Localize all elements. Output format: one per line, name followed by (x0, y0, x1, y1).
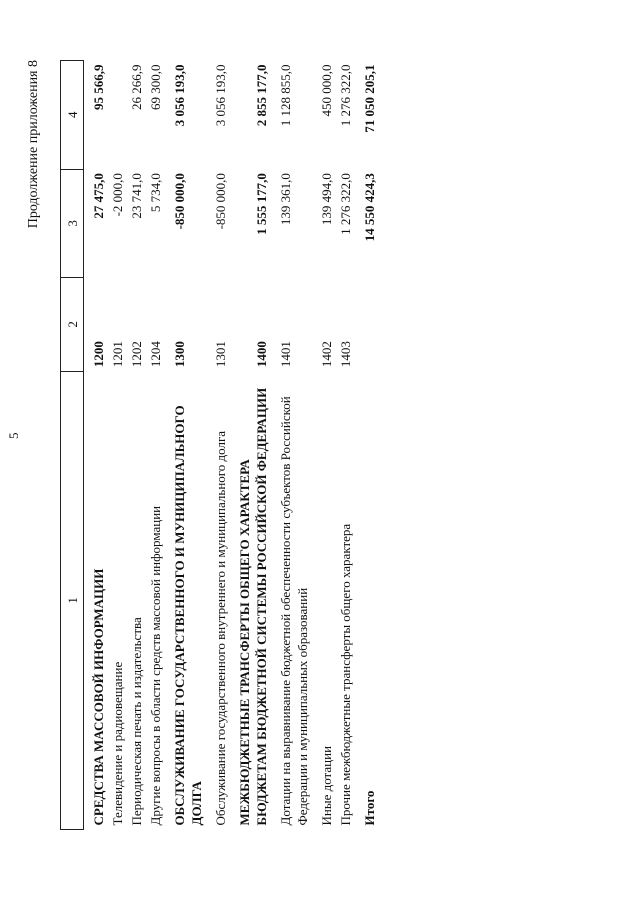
table-row (206, 61, 230, 830)
col-header-1: 1 (61, 371, 84, 829)
table-row (146, 61, 165, 830)
row-code: 1204 (148, 341, 163, 368)
row-value-col4 (108, 61, 127, 170)
table-row (312, 61, 336, 830)
row-name: Телевидение и радиовещание (110, 661, 125, 826)
row-value-col4: 1 128 855,0 (278, 64, 293, 127)
table-row (108, 61, 127, 830)
row-code: 1300 (172, 341, 187, 368)
col-header-4: 4 (61, 61, 84, 170)
row-name: ОБСЛУЖИВАНИЕ ГОСУДАРСТВЕННОГО И МУНИЦИПАЛЬНОГО ДОЛГА (172, 405, 204, 826)
row-value-col3: 1 276 322,0 (338, 173, 353, 235)
col-header-3: 3 (61, 169, 84, 278)
row-code: 1201 (110, 341, 125, 368)
row-value-col3: -2 000,0 (110, 173, 125, 217)
appendix-continuation-label: Продолжение приложения 8 (26, 60, 41, 229)
row-name: Обслуживание государственного внутреннего и муниципального долга (213, 430, 228, 826)
table-row (355, 61, 379, 830)
row-value-col4: 2 855 177,0 (254, 64, 269, 127)
row-value-col3: 5 734,0 (148, 173, 163, 213)
row-value-col4: 3 056 193,0 (172, 64, 187, 127)
row-name: Другие вопросы в области средств массовой информации (148, 505, 163, 826)
table-row (230, 61, 271, 830)
row-value-col3: -850 000,0 (213, 173, 228, 230)
row-code: 1400 (254, 341, 269, 368)
row-value-col3: 14 550 424,3 (362, 173, 377, 242)
page-number: 5 (6, 432, 21, 439)
table-row (336, 61, 355, 830)
row-name: Периодическая печать и издательства (129, 617, 144, 826)
row-code: 1202 (129, 341, 144, 368)
table-row (84, 61, 109, 830)
row-value-col4: 450 000,0 (319, 64, 334, 117)
table-row (165, 61, 206, 830)
row-name: Иные дотации (319, 745, 334, 826)
row-value-col4: 71 050 205,1 (362, 64, 377, 133)
header-row (61, 61, 84, 830)
row-code: 1401 (278, 341, 293, 368)
row-value-col3: 1 555 177,0 (254, 173, 269, 235)
row-name: Дотации на выравнивание бюджетной обеспеченности субъектов Российской Федерации и муниципальных образований (278, 396, 310, 826)
row-value-col3: 23 741,0 (129, 173, 144, 219)
row-code: 1200 (91, 341, 106, 368)
row-code: 1403 (338, 341, 353, 368)
row-value-col4: 3 056 193,0 (213, 64, 228, 127)
row-name: СРЕДСТВА МАССОВОЙ ИНФОРМАЦИИ (91, 568, 106, 826)
budget-table (60, 60, 379, 830)
row-value-col4: 1 276 322,0 (338, 64, 353, 127)
table-row (271, 61, 312, 830)
row-name: Итого (362, 790, 377, 826)
row-code: 1402 (319, 341, 334, 368)
row-value-col4: 69 300,0 (148, 64, 163, 110)
row-name: МЕЖБЮДЖЕТНЫЕ ТРАНСФЕРТЫ ОБЩЕГО ХАРАКТЕРА БЮДЖЕТАМ БЮДЖЕТНОЙ СИСТЕМЫ РОССИЙСКОЙ ФЕДЕРАЦИИ (237, 387, 269, 826)
row-code: 1301 (213, 341, 228, 368)
row-value-col3: 139 494,0 (319, 173, 334, 226)
table-row (127, 61, 146, 830)
col-header-2: 2 (61, 278, 84, 371)
row-value-col4: 95 566,9 (91, 64, 106, 110)
row-value-col3: 27 475,0 (91, 173, 106, 219)
row-name: Прочие межбюджетные трансферты общего характера (338, 523, 353, 826)
row-code (355, 278, 379, 371)
row-value-col3: 139 361,0 (278, 173, 293, 226)
row-value-col3: -850 000,0 (172, 173, 187, 230)
row-value-col4: 26 266,9 (129, 64, 144, 110)
